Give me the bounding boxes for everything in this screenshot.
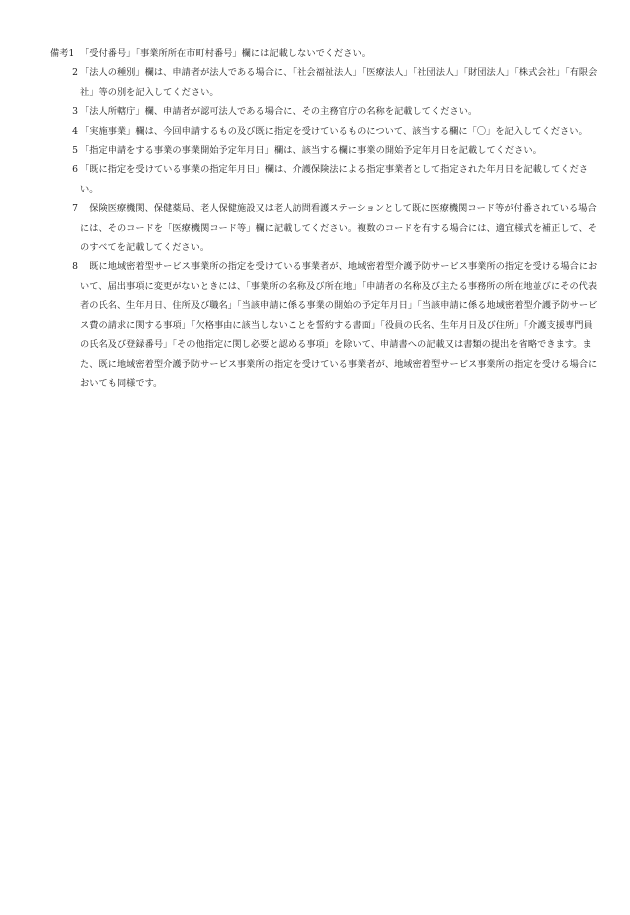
- note-item-5: [50, 141, 598, 160]
- note-item-3: [50, 102, 598, 121]
- note-text-6: 「既に指定を受けている事業の指定年月日」欄は、介護保険法による指定事業者として指定された年月日を記載してください。: [80, 164, 589, 195]
- note-item-7: [50, 199, 598, 257]
- note-text-7: 保険医療機関、保健薬局、老人保健施設又は老人訪問看護ステーションとして既に医療機関コード等が付番されている場合には、そのコードを「医療機関コード等」欄に記載してください。複数のコードを有する場合には、適宜様式を補正して、そのすべてを記載してください。: [80, 203, 598, 254]
- note-number-8: 8: [72, 261, 78, 273]
- note-text-2: 「法人の種別」欄は、申請者が法人である場合に、「社会福祉法人」「医療法人」「社団法人」「財団法人」「株式会社」「有限会社」等の別を記入してください。: [80, 67, 598, 98]
- note-number-1: 備考1: [50, 48, 75, 59]
- note-text-8: 既に地域密着型サービス事業所の指定を受けている事業者が、地域密着型介護予防サービス事業所の指定を受ける場合において、届出事項に変更がないときには、「事業所の名称及び所在地」「申請者の名称及び主たる事務所の所在地並びにその代表者の氏名、生年月日、住所及び職名」「当該申請に係る事業の開始の予定年月日」「当該申請に係る地域密着型介護予防サービス費の請求に関する事項」「欠格事由に該当しないことを誓約する書面」「役員の氏名、生年月日及び住所」「介護支援専門員の氏名及び登録番号」「その他指定に関し必要と認める事項」を除いて、申請書への記載又は書類の提出を省略できます。また、既に地域密着型介護予防サービス事業所の指定を受けている事業者が、地域密着型サービス事業所の指定を受ける場合においても同様です。: [80, 261, 598, 389]
- note-number-4: 4: [72, 125, 78, 137]
- notes-heading: 備考: [50, 48, 69, 59]
- note-number-7: 7: [72, 203, 78, 215]
- note-item-1: [50, 44, 598, 63]
- note-number-6: 6: [72, 164, 78, 176]
- note-number-2: 2: [72, 67, 78, 79]
- note-text-3: 「法人所轄庁」欄、申請者が認可法人である場合に、その主務官庁の名称を記載してください。: [80, 106, 478, 118]
- note-number-5: 5: [72, 145, 78, 157]
- notes-list: [50, 44, 598, 393]
- note-text-5: 「指定申請をする事業の事業開始予定年月日」欄は、該当する欄に事業の開始予定年月日を記載してください。: [80, 145, 542, 157]
- note-text-4: 「実施事業」欄は、今回申請するもの及び既に指定を受けているものについて、該当する欄に「〇」を記入してください。: [80, 125, 588, 137]
- note-item-6: [50, 160, 598, 199]
- note-number-3: 3: [72, 106, 78, 118]
- note-item-8: [50, 257, 598, 393]
- note-item-2: [50, 63, 598, 102]
- note-item-4: [50, 122, 598, 141]
- note-text-1: 「受付番号」「事業所所在市町村番号」欄には記載しないでください。: [80, 48, 371, 59]
